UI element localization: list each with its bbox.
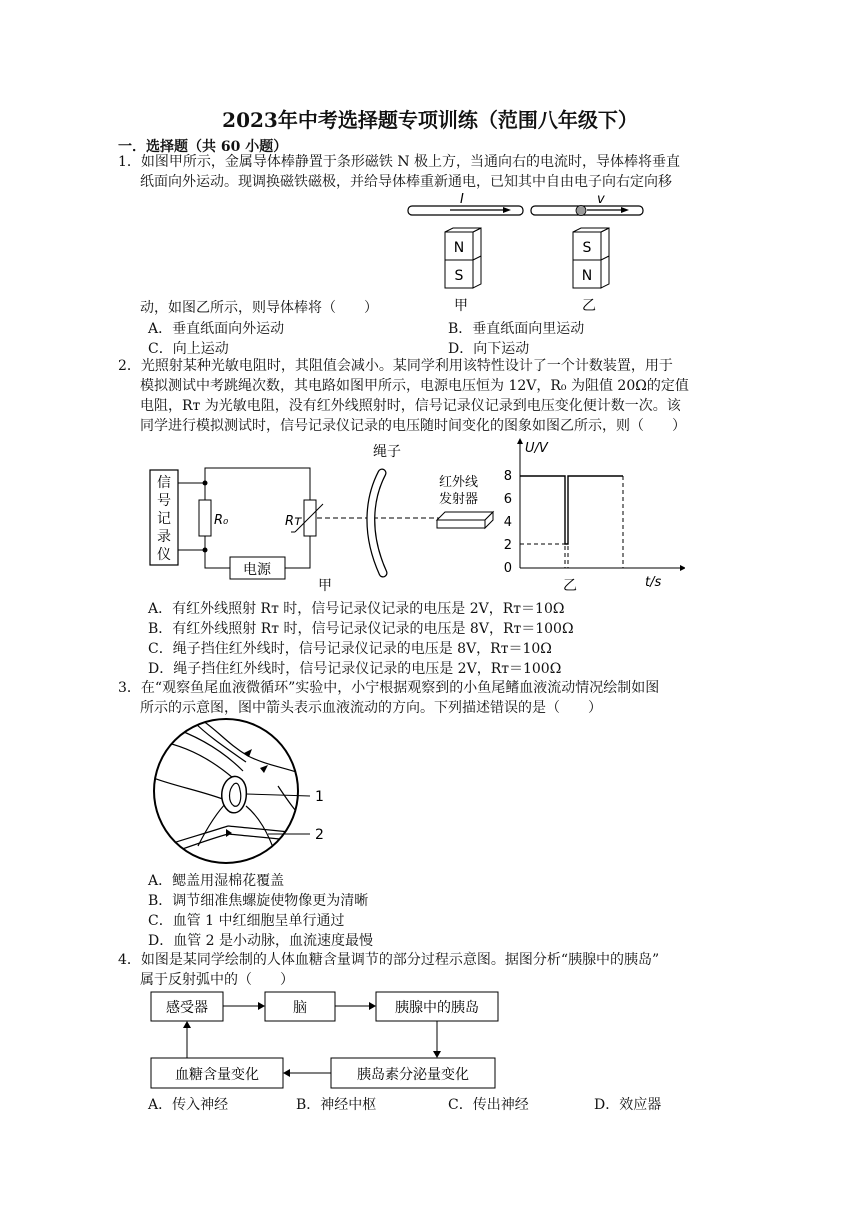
svg-text:脑: 脑 xyxy=(293,1000,307,1016)
magnet-left xyxy=(445,228,481,288)
q2-label-jia: 甲 xyxy=(318,578,332,594)
rope-label: 绳子 xyxy=(373,444,401,460)
q2-option-a: A．有红外线照射 Rᴛ 时，信号记录仪记录的电压是 2V，Rᴛ＝10Ω xyxy=(148,601,565,617)
q3-option-a: A．鳃盖用湿棉花覆盖 xyxy=(148,873,285,889)
q1-option-b: B．垂直纸面向里运动 xyxy=(448,321,585,337)
q4-option-b: B．神经中枢 xyxy=(296,1097,377,1113)
svg-text:N: N xyxy=(581,268,593,284)
q1-option-c: C．向上运动 xyxy=(148,341,229,357)
svg-text:血糖含量变化: 血糖含量变化 xyxy=(175,1067,259,1083)
svg-text:胰岛素分泌量变化: 胰岛素分泌量变化 xyxy=(357,1067,469,1083)
svg-text:2: 2 xyxy=(503,538,512,553)
q2-option-d: D．绳子挡住红外线时，信号记录仪记录的电压是 2V，Rᴛ＝100Ω xyxy=(148,661,562,677)
q4-option-a: A．传入神经 xyxy=(148,1097,229,1113)
q3-option-d: D．血管 2 是小动脉，血流速度最慢 xyxy=(148,933,374,949)
q1-velocity-label: v xyxy=(597,192,605,207)
graph-ylabel: U/V xyxy=(525,441,548,456)
voltage-time-graph xyxy=(504,438,685,594)
arrow-icon xyxy=(283,1069,290,1077)
svg-text:胰腺中的胰岛: 胰腺中的胰岛 xyxy=(395,1000,479,1016)
svg-text:红外线: 红外线 xyxy=(439,475,479,490)
svg-text:录: 录 xyxy=(157,529,171,545)
q1-current-label: I xyxy=(460,192,464,207)
svg-text:记: 记 xyxy=(157,511,171,527)
q1-option-a: A．垂直纸面向外运动 xyxy=(148,321,285,337)
q4-option-d: D．效应器 xyxy=(594,1097,662,1113)
electron-icon xyxy=(576,206,586,216)
q2-line-3: 电阻，Rᴛ 为光敏电阻，没有红外线照射时，信号记录仪记录到电压变化便计数一次。该 xyxy=(140,398,681,414)
q1-line-2: 纸面向外运动。现调换磁铁磁极，并给导体棒重新通电，已知其中自由电子向右定向移 xyxy=(140,174,672,190)
rt-label: Rᴛ xyxy=(285,514,302,529)
q1-option-d: D．向下运动 xyxy=(448,341,530,357)
ir-emitter xyxy=(437,520,485,528)
q1-figure xyxy=(405,190,655,315)
q3-line-1: 3．在“观察鱼尾血液微循环”实验中，小宁根据观察到的小鱼尾鳍血液流动情况绘制如图 xyxy=(118,680,660,696)
q3-option-b: B．调节细准焦螺旋使物像更为清晰 xyxy=(148,893,369,909)
svg-text:感受器: 感受器 xyxy=(166,1000,208,1016)
svg-text:S: S xyxy=(582,240,592,256)
q1-line-1: 1．如图甲所示，金属导体棒静置于条形磁铁 N 极上方，当通向右的电流时，导体棒将垂直 xyxy=(118,154,681,170)
graph-xlabel: t/s xyxy=(645,575,662,590)
q2-option-c: C．绳子挡住红外线时，信号记录仪记录的电压是 8V，Rᴛ＝10Ω xyxy=(148,641,552,657)
svg-text:发射器: 发射器 xyxy=(439,492,479,507)
resistor-r0 xyxy=(199,500,211,536)
page-title: 2023年中考选择题专项训练（范围八年级下） xyxy=(222,108,638,132)
q3-figure xyxy=(148,716,333,866)
q4-figure xyxy=(148,988,508,1093)
arrow-icon xyxy=(369,1002,376,1010)
q2-line-4: 同学进行模拟测试时，信号记录仪记录的电压随时间变化的图象如图乙所示，则（ ） xyxy=(140,418,686,434)
q3-line-2: 所示的示意图，图中箭头表示血液流动的方向。下列描述错误的是（ ） xyxy=(140,700,602,716)
q1-label-yi: 乙 xyxy=(582,298,596,314)
svg-text:仪: 仪 xyxy=(157,547,171,563)
r0-label: R₀ xyxy=(214,513,229,528)
q2-line-1: 2．光照射某种光敏电阻时，其阻值会减小。某同学利用该特性设计了一个计数装置，用于 xyxy=(118,358,673,374)
arrow-icon xyxy=(433,1051,441,1058)
svg-text:S: S xyxy=(454,268,464,284)
q1-label-jia: 甲 xyxy=(454,298,468,314)
resistor-rt xyxy=(304,500,316,536)
q4-line-1: 4．如图是某同学绘制的人体血糖含量调节的部分过程示意图。据图分析“胰腺中的胰岛” xyxy=(118,952,660,968)
q2-label-yi: 乙 xyxy=(563,578,577,594)
svg-text:0: 0 xyxy=(503,561,512,576)
svg-text:6: 6 xyxy=(503,492,512,507)
q3-option-c: C．血管 1 中红细胞呈单行通过 xyxy=(148,913,345,929)
svg-text:4: 4 xyxy=(503,515,512,530)
vessel-1-label: 1 xyxy=(315,789,324,805)
q4-line-2: 属于反射弧中的（ ） xyxy=(140,972,294,988)
magnet-right xyxy=(573,228,609,288)
q2-figure xyxy=(145,438,685,596)
svg-text:电源: 电源 xyxy=(243,562,271,578)
q4-option-c: C．传出神经 xyxy=(448,1097,529,1113)
section-heading: 一．选择题（共 60 小题） xyxy=(118,139,288,155)
svg-text:8: 8 xyxy=(503,469,512,484)
q2-line-2: 模拟测试中考跳绳次数，其电路如图甲所示，电源电压恒为 12V，R₀ 为阻值 20Ω的定值 xyxy=(140,378,689,394)
vessel-2-label: 2 xyxy=(315,827,324,843)
q2-option-b: B．有红外线照射 Rᴛ 时，信号记录仪记录的电压是 8V，Rᴛ＝100Ω xyxy=(148,621,574,637)
arrow-icon xyxy=(183,1021,191,1028)
svg-text:号: 号 xyxy=(157,493,171,509)
svg-text:信: 信 xyxy=(157,475,171,491)
arrow-icon xyxy=(258,1002,265,1010)
voltage-trace xyxy=(520,476,623,544)
q1-line-3: 动，如图乙所示，则导体棒将（ ） xyxy=(140,300,378,316)
svg-text:N: N xyxy=(453,240,465,256)
